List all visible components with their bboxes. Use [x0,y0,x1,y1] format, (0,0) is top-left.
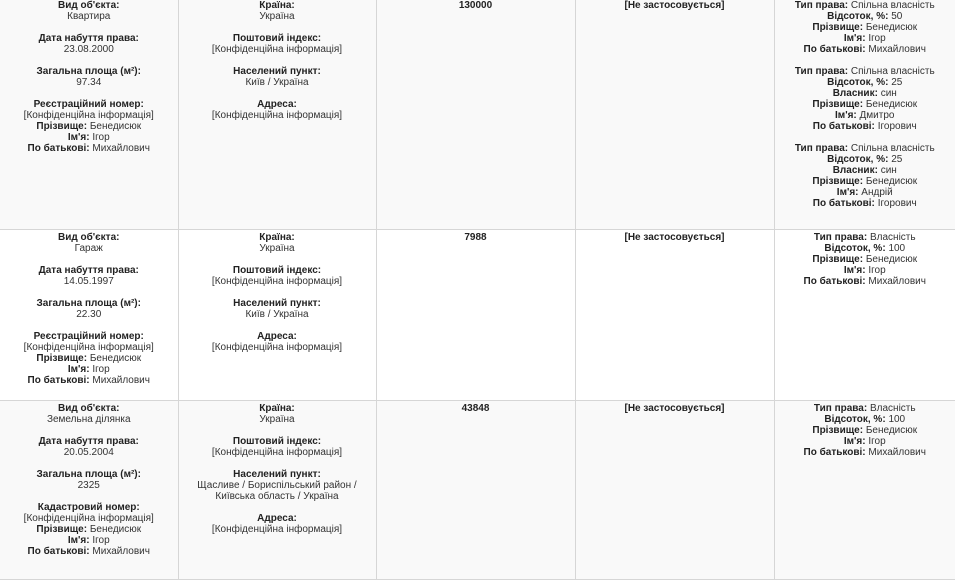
settlement-value: Щасливе / Бориспільський район / Київська область / Україна [197,480,357,502]
owner-surname-value: Бенедисюк [865,99,918,110]
not-applicable-cell [575,230,774,401]
first-name [2,364,176,375]
location-cell [178,230,376,401]
surname-label: Прізвище: [36,121,88,132]
owner-first-name [777,187,954,198]
owner-surname-label: Прізвище: [812,22,864,33]
registration-number-value: [Конфіденційна інформація] [23,513,154,524]
share-percent-label: Відсоток, %: [827,154,889,165]
owner-patronymic [777,121,954,132]
owner-patronymic [777,44,954,55]
registration-number [2,99,176,121]
object-type [2,403,176,425]
owner-patronymic-label: По батькові: [812,121,875,132]
settlement-value: Київ / Україна [245,309,309,320]
owner-surname-label: Прізвище: [812,99,864,110]
owner-surname-value: Бенедисюк [865,425,918,436]
table-row [0,0,955,230]
address-value: [Конфіденційна інформація] [211,110,343,121]
total-area [2,298,176,320]
first-name [2,535,176,546]
country [181,0,374,22]
owner-patronymic [777,447,954,458]
settlement [181,469,374,502]
country [181,232,374,254]
patronymic-label: По батькові: [27,546,90,557]
owner-block [777,66,954,132]
owner-surname [777,254,954,265]
owner-surname-value: Бенедисюк [865,254,918,265]
total-area-label: Загальна площа (м²): [36,298,141,309]
owner-first-name-value: Ігор [868,265,886,276]
right-type-label: Тип права: [813,232,868,243]
owner-surname-label: Прізвище: [812,425,864,436]
surname [2,121,176,132]
address [181,331,374,353]
address [181,99,374,121]
owner-patronymic-value: Ігорович [877,121,917,132]
country-label: Країна: [259,232,295,243]
first-name-value: Ігор [92,535,110,546]
right-type [777,66,954,77]
patronymic-value: Михайлович [92,546,150,557]
right-type-value: Спільна власність [850,0,935,11]
surname-value: Бенедисюк [89,524,142,535]
right-type-label: Тип права: [794,143,849,154]
property-value: 7988 [464,232,487,243]
surname-value: Бенедисюк [89,353,142,364]
owner-patronymic [777,276,954,287]
owner-surname [777,425,954,436]
owner-relation-label: Власник: [832,88,878,99]
acquisition-date-label: Дата набуття права: [38,436,139,447]
first-name-value: Ігор [92,364,110,375]
owner-first-name [777,436,954,447]
not-applicable-text: [Не застосовується] [624,0,725,11]
right-type [777,0,954,11]
owner-surname [777,176,954,187]
owner-block [777,403,954,458]
country-value: Україна [259,243,295,254]
owner-patronymic-value: Михайлович [868,44,926,55]
acquisition-date [2,33,176,55]
share-percent-label: Відсоток, %: [824,243,886,254]
property-value: 130000 [458,0,493,11]
patronymic-label: По батькові: [27,143,90,154]
object-type-label: Вид об'єкта: [58,403,120,414]
settlement-label: Населений пункт: [233,298,321,309]
owner-block [777,0,954,55]
patronymic [2,375,176,386]
settlement-label: Населений пункт: [233,66,321,77]
address-label: Адреса: [257,513,297,524]
location-cell [178,401,376,580]
patronymic-value: Михайлович [92,143,150,154]
object-type [2,232,176,254]
owner-first-name [777,33,954,44]
right-type-label: Тип права: [794,66,849,77]
country-label: Країна: [259,0,295,11]
owner-first-name-label: Ім'я: [836,187,859,198]
value-cell [376,0,575,230]
table-row [0,230,955,401]
owners-cell [774,230,955,401]
settlement-label: Населений пункт: [233,469,321,480]
owner-patronymic-label: По батькові: [803,447,866,458]
country [181,403,374,425]
owner-first-name-label: Ім'я: [835,110,857,121]
first-name-label: Ім'я: [67,132,90,143]
address-label: Адреса: [257,99,297,110]
owners-cell [774,401,955,580]
patronymic-label: По батькові: [27,375,90,386]
object-type-value: Квартира [67,11,111,22]
registration-number [2,502,176,524]
first-name-label: Ім'я: [67,364,90,375]
share-percent-value: 50 [891,11,903,22]
share-percent-value: 25 [891,77,903,88]
acquisition-date-label: Дата набуття права: [38,33,139,44]
registration-number [2,331,176,353]
object-cell [0,401,178,580]
owner-patronymic-label: По батькові: [803,276,866,287]
owner-block [777,143,954,209]
not-applicable-text: [Не застосовується] [624,232,725,243]
address-value: [Конфіденційна інформація] [211,342,343,353]
share-percent-label: Відсоток, %: [824,414,886,425]
right-type [777,232,954,243]
object-type-value: Гараж [74,243,103,254]
country-value: Україна [259,11,295,22]
total-area-label: Загальна площа (м²): [36,469,141,480]
owner-first-name-label: Ім'я: [843,436,866,447]
owners-cell [774,0,955,230]
owner-first-name [777,110,954,121]
owner-relation [777,165,954,176]
owner-patronymic-label: По батькові: [803,44,866,55]
postal-code-label: Поштовий індекс: [232,436,322,447]
registration-number-label: Кадастровий номер: [37,502,140,513]
right-type-label: Тип права: [794,0,849,11]
owner-patronymic-label: По батькові: [812,198,875,209]
right-type-value: Спільна власність [850,143,935,154]
acquisition-date-label: Дата набуття права: [38,265,139,276]
surname-label: Прізвище: [36,353,88,364]
share-percent [777,11,954,22]
right-type-value: Власність [869,232,916,243]
total-area-value: 97.34 [76,77,102,88]
first-name-label: Ім'я: [67,535,90,546]
acquisition-date-value: 20.05.2004 [63,447,114,458]
owner-relation-value: син [880,165,897,176]
owner-surname-value: Бенедисюк [865,22,918,33]
owner-first-name-label: Ім'я: [843,265,866,276]
postal-code-label: Поштовий індекс: [232,33,322,44]
owner-patronymic-value: Ігорович [877,198,917,209]
address-label: Адреса: [257,331,297,342]
owner-relation-value: син [880,88,897,99]
settlement-value: Київ / Україна [245,77,309,88]
surname [2,353,176,364]
share-percent-value: 100 [888,414,906,425]
total-area [2,469,176,491]
right-type-label: Тип права: [813,403,868,414]
acquisition-date [2,265,176,287]
not-applicable-cell [575,401,774,580]
value-cell [376,401,575,580]
not-applicable-text: [Не застосовується] [624,403,725,414]
share-percent-value: 25 [891,154,903,165]
owner-block [777,232,954,287]
acquisition-date-value: 14.05.1997 [63,276,114,287]
total-area-value: 2325 [77,480,100,491]
share-percent [777,243,954,254]
owner-first-name-label: Ім'я: [843,33,866,44]
postal-code [181,33,374,55]
owner-first-name-value: Ігор [868,436,886,447]
share-percent [777,77,954,88]
owner-first-name-value: Ігор [868,33,886,44]
country-label: Країна: [259,403,295,414]
object-type-value: Земельна ділянка [46,414,131,425]
surname-label: Прізвище: [36,524,88,535]
postal-code-value: [Конфіденційна інформація] [211,447,343,458]
object-type-label: Вид об'єкта: [58,232,120,243]
registration-number-label: Реєстраційний номер: [33,99,144,110]
patronymic-value: Михайлович [92,375,150,386]
surname [2,524,176,535]
right-type [777,403,954,414]
owner-relation-label: Власник: [832,165,878,176]
acquisition-date-value: 23.08.2000 [63,44,114,55]
owner-surname-value: Бенедисюк [865,176,918,187]
settlement [181,298,374,320]
owner-surname [777,22,954,33]
patronymic [2,143,176,154]
owner-patronymic [777,198,954,209]
right-type [777,143,954,154]
owner-first-name-value: Дмитро [859,110,895,121]
right-type-value: Власність [869,403,916,414]
address-value: [Конфіденційна інформація] [211,524,343,535]
object-type-label: Вид об'єкта: [58,0,120,11]
registration-number-label: Реєстраційний номер: [33,331,144,342]
postal-code-value: [Конфіденційна інформація] [211,276,343,287]
total-area [2,66,176,88]
object-type [2,0,176,22]
share-percent [777,414,954,425]
property-value: 43848 [461,403,490,414]
registration-number-value: [Конфіденційна інформація] [23,342,154,353]
postal-code [181,265,374,287]
postal-code [181,436,374,458]
first-name [2,132,176,143]
address [181,513,374,535]
total-area-value: 22.30 [76,309,102,320]
right-type-value: Спільна власність [850,66,935,77]
owner-surname-label: Прізвище: [812,254,864,265]
first-name-value: Ігор [92,132,110,143]
owner-patronymic-value: Михайлович [868,276,926,287]
location-cell [178,0,376,230]
settlement [181,66,374,88]
country-value: Україна [259,414,295,425]
owner-patronymic-value: Михайлович [868,447,926,458]
patronymic [2,546,176,557]
not-applicable-cell [575,0,774,230]
owner-first-name [777,265,954,276]
owner-surname-label: Прізвище: [812,176,864,187]
value-cell [376,230,575,401]
share-percent-label: Відсоток, %: [827,11,889,22]
share-percent [777,154,954,165]
owner-relation [777,88,954,99]
object-cell [0,230,178,401]
share-percent-value: 100 [888,243,906,254]
share-percent-label: Відсоток, %: [827,77,889,88]
registration-number-value: [Конфіденційна інформація] [23,110,154,121]
acquisition-date [2,436,176,458]
surname-value: Бенедисюк [89,121,142,132]
postal-code-value: [Конфіденційна інформація] [211,44,343,55]
object-cell [0,0,178,230]
owner-surname [777,99,954,110]
table-row [0,401,955,580]
owner-first-name-value: Андрій [861,187,893,198]
total-area-label: Загальна площа (м²): [36,66,141,77]
postal-code-label: Поштовий індекс: [232,265,322,276]
